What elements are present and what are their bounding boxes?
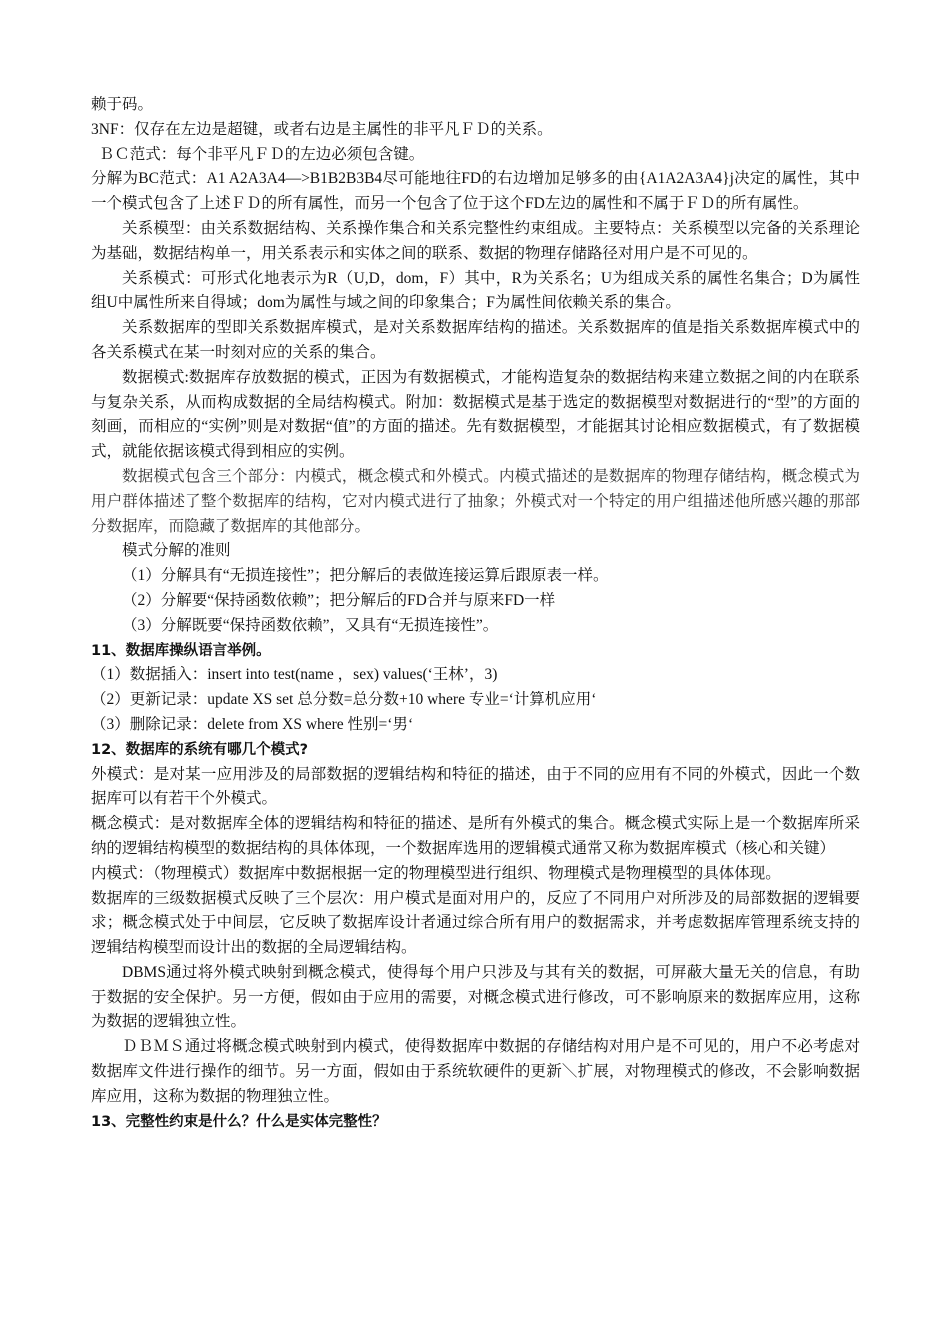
paragraph: ＤＢＭＳ通过将概念模式映射到内模式，使得数据库中数据的存储结构对用户是不可见的，用户不必考虑对数据库文件进行操作的细节。另一方面，假如由于系统软硬件的更新＼扩展，对物理模式的修改，不会影响数据库应用，这称为数据的物理独立性。 (91, 1038, 860, 1105)
paragraph: 概念模式：是对数据库全体的逻辑结构和特征的描述、是所有外模式的集合。概念模式实际上是一个数据库所采纳的逻辑结构模型的数据结构的具体体现，一个数据库选用的逻辑模式通常又称为数据库模式（核心和关键） (91, 815, 860, 857)
paragraph: 数据模式包含三个部分：内模式，概念模式和外模式。内模式描述的是数据库的物理存储结构，概念模式为用户群体描述了整个数据库的结构，它对内模式进行了抽象；外模式对一个特定的用户组描述他所感兴趣的那部分数据库，而隐藏了数据库的其他部分。 (91, 467, 860, 535)
list-item: （2）分解要“保持函数依赖”；把分解后的FD合并与原来FD一样 (122, 591, 556, 609)
paragraph: 模式分解的准则 (122, 542, 231, 560)
paragraph: ＢＣ范式：每个非平凡ＦＤ的左边必须包含键。 (98, 145, 425, 163)
document-page (91, 93, 860, 1134)
list-item: （1）分解具有“无损连接性”；把分解后的表做连接运算后跟原表一样。 (122, 567, 609, 585)
list-item: （3）删除记录：delete from XS where 性别=‘男‘ (91, 715, 414, 733)
section-heading: 11、数据库操纵语言举例。 (91, 642, 271, 659)
paragraph: 分解为BC范式：A1 A2A3A4—>B1B2B3B4尽可能地往FD的右边增加足够多的由{A1A2A3A4}j决定的属性，其中一个模式包含了上述ＦＤ的所有属性，而另一个包含了位于这个FD左边的属性和不属于ＦＤ的所有属性。 (91, 170, 860, 213)
paragraph: 关系模型：由关系数据结构、关系操作集合和关系完整性约束组成。主要特点：关系模型以完备的关系理论为基础，数据结构单一，用关系表示和实体之间的联系、数据的物理存储路径对用户是不可见的。 (91, 219, 860, 262)
paragraph: 数据模式:数据库存放数据的模式，正因为有数据模式，才能构造复杂的数据结构来建立数据之间的内在联系与复杂关系，从而构成数据的全局结构模式。附加：数据模式是基于选定的数据模型对数据进行的“型”的方面的刻画，而相应的“实例”则是对数据“值”的方面的描述。先有数据模型，才能据其讨论相应数据模式，有了数据模式，就能依据该模式得到相应的实例。 (91, 368, 860, 461)
list-item: （3）分解既要“保持函数依赖”，又具有“无损连接性”。 (122, 616, 499, 634)
paragraph: 关系数据库的型即关系数据库模式，是对关系数据库结构的描述。关系数据库的值是指关系数据库模式中的各关系模式在某一时刻对应的关系的集合。 (91, 319, 860, 361)
paragraph: 外模式：是对某一应用涉及的局部数据的逻辑结构和特征的描述，由于不同的应用有不同的外模式，因此一个数据库可以有若干个外模式。 (91, 765, 860, 808)
paragraph: 内模式：（物理模式）数据库中数据根据一定的物理模型进行组织、物理模式是物理模型的具体体现。 (91, 864, 781, 882)
section-heading: 12、数据库的系统有哪几个模式? (91, 741, 309, 758)
paragraph: 关系模式：可形式化地表示为R（U,D，dom，F）其中，R为关系名；U为组成关系的属性名集合；D为属性组U中属性所来自得域；dom为属性与域之间的印象集合；F为属性间依赖关系的集合。 (91, 269, 860, 312)
paragraph: 3NF：仅存在左边是超键，或者右边是主属性的非平凡ＦＤ的关系。 (91, 120, 553, 138)
list-item: （1）数据插入：insert into test(name ，sex) values(‘王林’，3) (91, 666, 498, 684)
paragraph: DBMS通过将外模式映射到概念模式，使得每个用户只涉及与其有关的数据，可屏蔽大量无关的信息，有助于数据的安全保护。另一方便，假如由于应用的需要，对概念模式进行修改，可不影响原来的数据库应用，这称为数据的逻辑独立性。 (91, 963, 860, 1031)
paragraph: 赖于码。 (91, 96, 154, 113)
list-item: （2）更新记录：update XS set 总分数=总分数+10 where 专业=‘计算机应用‘ (91, 691, 597, 709)
section-heading: 13、完整性约束是什么？什么是实体完整性？ (91, 1113, 387, 1130)
paragraph: 数据库的三级数据模式反映了三个层次：用户模式是面对用户的，反应了不同用户对所涉及的局部数据的逻辑要求；概念模式处于中间层，它反映了数据库设计者通过综合所有用户的数据需求，并考虑数据库管理系统支持的逻辑结构模型而设计出的数据的全局逻辑结构。 (91, 889, 860, 957)
